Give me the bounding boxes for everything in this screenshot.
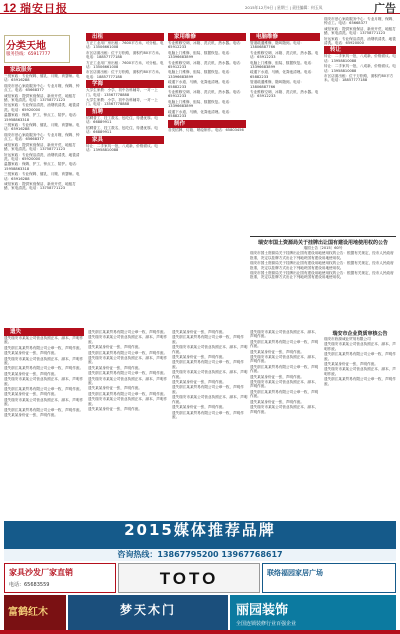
furniture-ad-title: 家具沙发厂家直销 [9, 568, 73, 577]
classifieds-phone: 服务热线：65917777 [6, 52, 51, 57]
door-title: 梦天木门 [119, 603, 176, 617]
notice-number: 瑞国土告〔2015〕60号 [303, 246, 343, 250]
listing-item: 招聘普工、技工数名，包吃住，待遇优厚。电话：66889911 [86, 125, 158, 135]
listing-item: 电脑上门维修、组装、数据恢复。电话：13396683899 [168, 50, 233, 60]
lost-item: 遗失某某身份证一张，声明作废。 [4, 392, 58, 397]
listing-item: 大学生家教：小学、初中各科辅导，一对一上门。电话：13567778888 [86, 98, 158, 107]
listing-item: 专业维修空调、冰箱、洗衣机、热水器。电话：65912233 [168, 60, 244, 70]
listing-item: 电脑上门维修、组装、数据恢复。电话：13396683899 [168, 99, 233, 109]
listing-item: 方正工业用厂房出租：7600平方米，可分租。电话：13506661008 [86, 41, 164, 50]
lost-item: 遗失浙江某某贸易有限公司公章一枚，声明作废。 [250, 389, 319, 399]
category-header: 出租 [86, 33, 164, 41]
category-header: 招聘 [86, 108, 164, 116]
listing-item: 市区店面出租：位于万松路，面积约80平方米。电话：18857777188 [86, 50, 163, 60]
listing-item: 大学生家教：小学、初中各科辅导，一对一上门。电话：13567778888 [86, 88, 158, 97]
lost-item: 遗失浙江某某贸易有限公司公章一枚，声明作废。 [4, 387, 84, 392]
furniture-ad-phone: 电话：65683559 [9, 582, 50, 588]
lost-item: 遗失某某身份证一张，声明作废。 [88, 365, 142, 370]
furniture-ad[interactable] [4, 563, 116, 593]
lost-item: 遗失瑞安市某某公司营业执照正本、副本，声明作废。 [172, 370, 248, 379]
qiye-sub: 瑞安市欣源诚业贸易有限公司 [324, 337, 371, 341]
lost-item: 遗失浙江某某贸易有限公司公章一枚，声明作废。 [250, 339, 319, 349]
lost-item: 遗失浙江某某贸易有限公司公章一枚，声明作废。 [88, 371, 168, 376]
listing-item: 好运家政：专业保洁清洗、油烟机清洗、地毯清洗。电话：65920000 [4, 103, 80, 112]
land-notice [250, 236, 396, 326]
lost-item: 遗失某某身份证一张，声明作废。 [172, 380, 226, 385]
lost-column-3 [172, 330, 248, 518]
lost-item: 遗失瑞安市某某公司营业执照正本、副本，声明作废。 [4, 336, 84, 345]
listing-item: 电脑上门维修、组装、数据恢复。电话：13396683899 [250, 60, 315, 70]
category-header: 家具 [86, 136, 164, 144]
home-mall-title: 联络福园家居广场 [267, 569, 323, 577]
lost-item: 遗失瑞安市某某公司营业执照正本、副本，声明作废。 [88, 356, 168, 365]
paper-name: 瑞安日报 [20, 2, 68, 15]
lost-item: 遗失浙江某某贸易有限公司公章一枚，声明作废。 [172, 335, 244, 344]
listing-item: 电脑上门维修、组装、数据恢复。电话：13396683899 [168, 70, 233, 79]
lost-item: 遗失某某身份证一张，声明作废。 [172, 405, 226, 410]
listing-column-1 [4, 66, 82, 326]
category-header: 家用维修 [168, 33, 246, 41]
lost-item: 遗失瑞安市某某公司营业执照正本、副本，声明作废。 [4, 377, 84, 386]
lost-item: 遗失瑞安市某某公司营业执照正本、副本，声明作废。 [88, 376, 168, 386]
decoration-title: 丽园装饰 [236, 603, 289, 618]
lost-item: 遗失浙江某某贸易有限公司公章一枚，声明作废。 [324, 352, 396, 361]
listing-item: 疏通下水道、马桶、化粪池清理。电话：65882233 [168, 80, 233, 89]
notice-title: 瑞安市国土资源局关于挂牌出让国有建设用地使用权的公告 [257, 240, 388, 246]
listing-column-3 [168, 33, 246, 326]
listing-item: 市区店面出租：位于万松路，面积约80平方米。电话：18857777188 [324, 74, 394, 83]
listing-item: 转让：二手家具一批，八成新，价格面议。电话：13958810088 [324, 64, 396, 73]
lost-item: 遗失某某身份证一张，声明作废。 [4, 351, 58, 356]
lost-item: 遗失瑞安市某某公司营业执照正本、副本，声明作废。 [324, 367, 396, 376]
listing-item: 专业维修空调、冰箱、洗衣机、热水器。电话：65912233 [250, 90, 319, 99]
lost-item: 遗失瑞安市某某公司营业执照正本、副本，声明作废。 [172, 395, 248, 404]
lost-column-1 [4, 328, 84, 518]
listing-item: 好运家政：专业保洁清洗、油烟机清洗、地毯清洗。电话：65920000 [324, 36, 396, 46]
lost-item: 遗失浙江某某贸易有限公司公章一枚，声明作废。 [88, 350, 168, 355]
lost-item: 遗失浙江某某贸易有限公司公章一枚，声明作废。 [4, 407, 84, 412]
category-header: 家政服务 [4, 66, 82, 74]
listing-item: 管道疏通维修，随叫随到。电话：13806887766 [250, 41, 304, 50]
listing-item: 三悦家政：专业保姆、催乳、月嫂、育婴师。电话：65916288 [4, 123, 80, 132]
lost-item: 遗失某某身份证一张，声明作废。 [88, 386, 142, 391]
listing-column-4 [250, 33, 320, 233]
lost-item: 遗失某某身份证一张，声明作废。 [4, 371, 58, 376]
listing-item: 三悦家政：专业保姆、催乳、月嫂、育婴师。电话：65916288 [4, 74, 80, 83]
lost-item: 遗失瑞安市某某公司营业执照正本、副本，声明作废。 [250, 380, 319, 389]
lost-item: 遗失某某身份证一张，声明作废。 [250, 399, 304, 404]
lost-item: 遗失某某身份证一张，声明作废。 [172, 330, 226, 334]
listing-item: 专业维修空调、冰箱、洗衣机、热水器。电话：65912233 [250, 50, 319, 60]
section-title: 广告 [374, 2, 396, 15]
listing-column-2 [86, 33, 164, 326]
lost-item: 遗失浙江某某贸易有限公司公章一枚，声明作废。 [172, 385, 244, 394]
category-header: 制作 [168, 120, 246, 128]
lost-item: 遗失某某身份证一张，声明作废。 [172, 355, 226, 360]
lost-item: 遗失某某身份证一张，声明作废。 [250, 349, 304, 354]
lost-item: 遗失瑞安市某某公司营业执照正本、副本，声明作废。 [88, 397, 168, 406]
category-header: 电脑维修 [250, 33, 320, 41]
listing-item: 诚信家政：提供家庭保洁、新房开荒、地板打蜡、家电清洗。电话：13758771123 [4, 181, 76, 191]
lost-item: 遗失浙江某某贸易有限公司公章一枚，声明作废。 [88, 330, 168, 334]
notice-body: 瑞安市国土资源局关于挂牌出让国有建设用地使用权的公告：根据有关规定，经市人民政府批准，决定以挂牌方式出让下列地块国有建设用地使用权。 [250, 251, 394, 260]
lost-item: 遗失浙江某某贸易有限公司公章一枚，声明作废。 [4, 345, 84, 350]
listing-item: 管道疏通维修，随叫随到。电话：13806887766 [250, 80, 304, 89]
listing-item: 瑞安市爱心家政服务中心：专业月嫂、保姆、钟点工。电话：65668377 [324, 17, 396, 26]
listing-item: 疏通下水道、马桶、化粪池清理。电话：65882233 [168, 109, 233, 119]
door-ad[interactable] [68, 595, 228, 630]
category-header: 遗失 [4, 328, 84, 336]
lost-column-4 [250, 330, 320, 518]
lost-item: 遗失瑞安市某某公司营业执照正本、副本，声明作废。 [88, 335, 168, 344]
toto-logo: TOTO [159, 569, 219, 588]
lost-item: 遗失浙江某某贸易有限公司公章一枚，声明作废。 [250, 364, 319, 374]
listing-item: 瑞安市爱心家政服务中心：专业月嫂、保姆、钟点工。电话：65668377 [4, 132, 80, 142]
redwood-ad[interactable] [4, 595, 66, 630]
decoration-sub: 全国连锁装修行业百强企业 [236, 621, 297, 627]
listing-item: 温馨家政：保姆、护工、钟点工、陪护。电话：15958863318 [4, 162, 80, 171]
lost-item: 遗失瑞安市某某公司营业执照正本、副本，声明作废。 [324, 342, 396, 351]
home-mall-ad[interactable] [262, 563, 396, 593]
listing-item: 诚信家政：提供家庭保洁、新房开荒、地板打蜡、家电清洗。电话：13758771123 [324, 26, 396, 36]
listing-item: 诚信家政：提供家庭保洁、新房开荒、地板打蜡、家电清洗。电话：13758771123 [4, 93, 76, 103]
lost-item: 遗失瑞安市某某公司营业执照正本、副本，声明作废。 [4, 397, 84, 407]
listing-item: 招聘普工、技工数名，包吃住，待遇优厚。电话：66889911 [86, 115, 158, 125]
listing-item: 专业维修空调、冰箱、洗衣机、热水器。电话：65912233 [168, 41, 244, 50]
lost-item: 遗失某某身份证一张，声明作废。 [88, 407, 142, 412]
toto-ad[interactable] [118, 563, 260, 593]
lost-item: 遗失浙江某某贸易有限公司公章一枚，声明作废。 [172, 360, 244, 369]
listing-item: 市区店面出租：位于万松路，面积约80平方米。电话：18857777188 [86, 70, 163, 79]
listing-item: 好运家政：专业保洁清洗、油烟机清洗、地毯清洗。电话：65920000 [4, 152, 80, 161]
listing-item: 三悦家政：专业保姆、催乳、月嫂、育婴师。电话：65916288 [4, 172, 80, 181]
banner-phone: 咨询热线：13867795200 13967768617 [4, 549, 396, 561]
listing-item: 专业维修空调、冰箱、洗衣机、热水器。电话：65912233 [168, 90, 244, 99]
redwood-title: 富鹤红木 [8, 607, 48, 618]
qiye-title: 瑞安市企业资质审核公告 [332, 331, 388, 337]
category-header: 转让 [324, 46, 396, 54]
lost-item: 遗失瑞安市某某公司营业执照正本、副本，声明作废。 [250, 330, 319, 339]
qiye-notice [324, 330, 396, 518]
listing-column-5 [324, 17, 396, 233]
listing-item: 方正工业用厂房出租：7600平方米，可分租。电话：13506661008 [86, 60, 164, 70]
notice-body: 瑞安市国土资源局关于挂牌出让国有建设用地使用权的公告：根据有关规定，经市人民政府批准，决定以挂牌方式出让下列地块国有建设用地使用权。 [250, 261, 394, 270]
listing-item: 转让：二手家具一批，八成新，价格面议。电话：13958810088 [86, 143, 158, 152]
listing-item: 诚信家政：提供家庭保洁、新房开荒、地板打蜡、家电清洗。电话：13758771123 [4, 142, 76, 152]
lost-item: 遗失浙江某某贸易有限公司公章一枚，声明作废。 [88, 391, 168, 396]
lost-item: 遗失浙江某某贸易有限公司公章一枚，声明作废。 [4, 366, 84, 371]
listing-item: 温馨家政：保姆、护工、钟点工、陪护。电话：15958863318 [4, 113, 80, 122]
notice-body: 瑞安市国土资源局关于挂牌出让国有建设用地使用权的公告：根据有关规定，经市人民政府批准，决定以挂牌方式出让下列地块国有建设用地使用权。 [250, 271, 394, 280]
lost-item: 遗失瑞安市某某公司营业执照正本、副本，声明作废。 [250, 405, 319, 414]
decoration-ad[interactable] [230, 595, 396, 630]
lost-item: 遗失瑞安市某某公司营业执照正本、副本，声明作废。 [172, 345, 248, 354]
lost-item: 遗失某某身份证一张，声明作废。 [4, 413, 58, 418]
lost-item: 遗失浙江某某贸易有限公司公章一枚，声明作废。 [324, 377, 396, 386]
listing-item: 瑞安市爱心家政服务中心：专业月嫂、保姆、钟点工。电话：65668377 [4, 83, 80, 93]
lost-column-2 [88, 330, 168, 518]
lost-item: 遗失某某身份证一张，声明作废。 [250, 374, 304, 379]
banner-title: 2015媒体推荐品牌 [124, 521, 276, 539]
listing-item: 各类招牌、灯箱、喷绘制作。电话：65803456 [168, 127, 244, 132]
page-number: 12 [3, 1, 17, 15]
lost-item: 遗失瑞安市某某公司营业执照正本、副本，声明作废。 [250, 355, 319, 364]
listing-item: 转让：二手家具一批，八成新，价格面议。电话：13958810088 [324, 54, 396, 63]
lost-item: 遗失瑞安市某某公司营业执照正本、副本，声明作废。 [4, 356, 84, 366]
category-header: 学海 [86, 80, 164, 88]
lost-item: 遗失某某身份证一张，声明作废。 [88, 345, 142, 350]
bottom-bar [0, 630, 400, 634]
media-brand-banner [4, 521, 396, 549]
lost-item: 遗失某某身份证一张，声明作废。 [324, 362, 378, 367]
classifieds-title: 分类天地 [6, 41, 46, 52]
lost-item: 遗失浙江某某贸易有限公司公章一枚，声明作废。 [172, 410, 244, 419]
listing-item: 疏通下水道、马桶、化粪池清理。电话：65882233 [250, 70, 315, 79]
masthead-meta: 2015年12月9日 | 星期三 | 责任编辑：何玉凤 [245, 5, 323, 10]
